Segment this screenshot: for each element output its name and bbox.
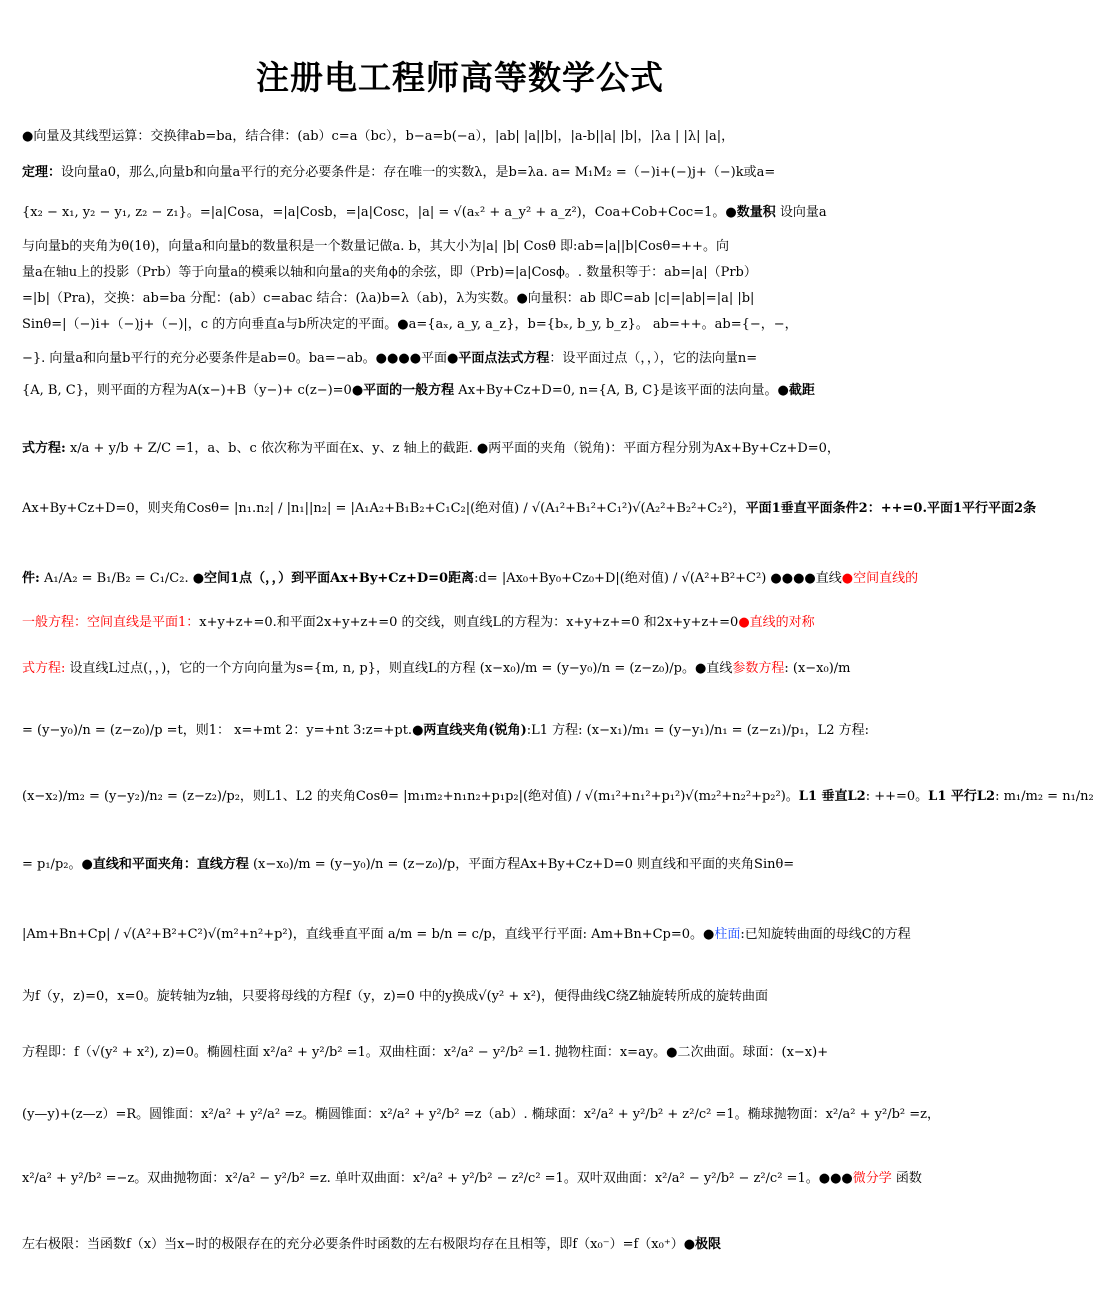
text-segment: 函数 [891, 1171, 922, 1186]
text-segment: x²/a² + y²/b² =−z。双曲抛物面：x²/a² − y²/b² =z. 单叶双曲面：x²/a² + y²/b² − z²/c² =1。双叶双曲面：x²/a² − y²/b² − z²/c² =1。●●● [22, 1171, 853, 1186]
text-segment: −}. 向量a和向量b平行的充分必要条件是ab=0。ba=−ab。●●●●平面 [22, 351, 448, 366]
text-line [22, 160, 902, 186]
text-line [22, 610, 902, 636]
text-line [22, 378, 902, 404]
text-segment: ●直线的对称 [738, 615, 815, 630]
text-segment: ●向量及其线型运算：交换律ab=ba，结合律：(ab）c=a（bc），b−a=b(−a），|ab| |a||b|，|a-b||a| |b|，|λa | |λ| |a|， [22, 129, 735, 144]
text-line [22, 260, 902, 286]
text-line [22, 286, 902, 312]
text-segment: 式方程: [22, 661, 66, 676]
text-segment: :L1 方程: (x−x₁)/m₁ = (y−y₁)/n₁ = (z−z₁)/p₁，L2 方程: [526, 723, 869, 738]
text-line [22, 656, 902, 682]
text-segment: : m₁/m₂ = n₁/n₂ [995, 789, 1094, 804]
text-segment: 件: [22, 571, 40, 586]
text-segment: |Am+Bn+Cp| / √(A²+B²+C²)√(m²+n²+p²)，直线垂直平面 a/m = b/n = c/p，直线平行平面: Am+Bn+Cp=0。● [22, 927, 715, 942]
text-line [22, 1166, 922, 1192]
text-segment: 设向量a [775, 205, 827, 220]
text-segment: Sinθ=|（−)i+（−)j+（−)|，c 的方向垂直a与b所决定的平面。●a={aₓ, a_y, a_z}，b={bₓ, b_y, b_z}。 ab=++。ab={−，−， [22, 317, 798, 332]
text-segment: ●平面点法式方程 [447, 351, 550, 366]
text-line [22, 1102, 940, 1128]
text-segment: ●空间直线的 [841, 571, 919, 586]
text-line [22, 984, 902, 1010]
text-segment: 设直线L过点(，，)，它的一个方向向量为s={m, n, p}，则直线L的方程 (x−x₀)/m = (y−y₀)/n = (z−z₀)/p。●直线 [65, 661, 733, 676]
text-segment: ●数量积 [725, 205, 776, 220]
text-segment: {A, B, C}，则平面的方程为A(x−)+B（y−)+ c(z−)=0 [22, 383, 352, 398]
text-segment: Ax+By+Cz+D=0, n={A, B, C}是该平面的法向量。 [454, 383, 778, 398]
text-line [22, 346, 902, 372]
text-segment: 量a在轴u上的投影（Prb）等于向量a的模乘以轴和向量a的夹角ϕ的余弦，即（Prb)=|a|Cosϕ。. 数量积等于：ab=|a|（Prb） [22, 265, 757, 280]
text-line [22, 784, 1094, 810]
text-segment: =|b|（Pra)，交换：ab=ba 分配：(ab）c=abac 结合：(λa)b=λ（ab)，λ为实数。●向量积：ab 即C=ab |c|=|ab|=|a| |b| [22, 291, 755, 306]
text-segment: 柱面 [714, 927, 741, 942]
text-segment: ●两直线夹角(锐角) [412, 723, 527, 738]
text-line [22, 200, 902, 226]
text-line [22, 312, 902, 338]
text-segment: 式方程: [22, 441, 66, 456]
text-segment: ●平面的一般方程 [351, 383, 455, 398]
text-segment: 定理： [22, 165, 62, 180]
text-segment: 为f（y，z)=0，x=0。旋转轴为z轴，只要将母线的方程f（y，z)=0 中的y换成√(y² + x²)，便得曲线C绕Z轴旋转所成的旋转曲面 [22, 989, 768, 1004]
text-segment: = p₁/p₂。 [22, 857, 82, 872]
text-line [22, 496, 1037, 522]
text-segment: :d= |Ax₀+By₀+Cz₀+D|(绝对值) / √(A²+B²+C²) ●●●●直线 [474, 571, 842, 586]
text-segment: L1 垂直L2 [798, 789, 866, 804]
text-segment: ●直线和平面夹角：直线方程 [81, 857, 249, 872]
text-segment: (x−x₂)/m₂ = (y−y₂)/n₂ = (z−z₂)/p₂，则L1、L2 的夹角Cosθ= |m₁m₂+n₁n₂+p₁p₂|(绝对值) / √(m₁²+n₁²+p₁²)√(m₂²+n₂²+p₂²)。 [22, 789, 799, 804]
text-segment: ●空间1点（，，）到平面Ax+By+Cz+D=0距离 [192, 571, 475, 586]
text-segment: : (x−x₀)/m [784, 661, 851, 676]
text-segment: = (y−y₀)/n = (z−z₀)/p =t，则1： x=+mt 2：y=+nt 3:z=+pt. [22, 723, 413, 738]
text-segment: Ax+By+Cz+D=0，则夹角Cosθ= |n₁.n₂| / |n₁||n₂| = |A₁A₂+B₁B₂+C₁C₂|(绝对值) / √(A₁²+B₁²+C₁²)√(A₂²+B₂²+C₂²)， [22, 501, 746, 516]
text-segment: A₁/A₂ = B₁/B₂ = C₁/C₂. [39, 571, 193, 586]
text-segment: 微分学 [852, 1171, 892, 1186]
text-segment: 设向量a0，那么,向量b和向量a平行的充分必要条件是：存在唯一的实数λ，是b=λa. a= M₁M₂ =（−)i+(−)j+（−)k或a= [61, 165, 776, 180]
text-segment: x/a + y/b + Z/C =1，a、b、c 依次称为平面在x、y、z 轴上的截距. ●两平面的夹角（锐角)：平面方程分别为Ax+By+Cz+D=0， [65, 441, 840, 456]
text-segment: : ++=0。 [865, 789, 929, 804]
text-segment: ●截距 [777, 383, 815, 398]
text-segment: 一般方程：空间直线是平面1： [22, 615, 200, 630]
text-line [22, 436, 902, 462]
page-title: 注册电工程师高等数学公式 [256, 58, 664, 97]
text-line [22, 1232, 902, 1258]
text-segment: x+y+z+=0.和平面2x+y+z+=0 的交线，则直线L的方程为：x+y+z+=0 和2x+y+z+=0 [199, 615, 739, 630]
text-segment: ：设平面过点（，，），它的法向量n= [549, 351, 758, 366]
text-segment: 与向量b的夹角为θ(1θ)，向量a和向量b的数量积是一个数量记做a. b，其大小为|a| |b| Cosθ 即:ab=|a||b|Cosθ=++。向 [22, 239, 729, 254]
text-line [22, 124, 902, 150]
text-segment: :已知旋转曲面的母线C的方程 [740, 927, 911, 942]
text-segment: 方程即：f（√(y² + x²), z)=0。椭圆柱面 x²/a² + y²/b² =1。双曲柱面：x²/a² − y²/b² =1. 抛物柱面：x=ay。●二次曲面。球面：(x−x)+ [22, 1045, 829, 1060]
text-segment: L1 平行L2 [928, 789, 996, 804]
text-segment: (x−x₀)/m = (y−y₀)/n = (z−z₀)/p，平面方程Ax+By+Cz+D=0 则直线和平面的夹角Sinθ= [248, 857, 795, 872]
text-segment: 平面1垂直平面条件2：++=0.平面1平行平面2条 [745, 501, 1037, 516]
text-segment: 参数方程 [732, 661, 785, 676]
text-segment: {x₂ − x₁, y₂ − y₁, z₂ − z₁}。=|a|Cosa，=|a|Cosb，=|a|Cosc，|a| = √(aₓ² + a_y² + a_z²)，Coa+Cob+Coc=1。 [22, 205, 726, 220]
text-line [22, 234, 902, 260]
text-line [22, 852, 902, 878]
text-segment: (y—y)+(z—z）=R。圆锥面：x²/a² + y²/a² =z。椭圆锥面：x²/a² + y²/b² =z（ab）. 椭球面：x²/a² + y²/b² + z²/c² =1。椭球抛物面：x²/a² + y²/b² =z， [22, 1107, 940, 1122]
text-segment: 左右极限：当函数f（x）当x−时的极限存在的充分必要条件时函数的左右极限均存在且相等，即f（x₀⁻）=f（x₀⁺） [22, 1237, 684, 1252]
text-line [22, 718, 902, 744]
text-line [22, 922, 911, 948]
text-line [22, 566, 919, 592]
text-segment: ●极限 [683, 1237, 722, 1252]
text-line [22, 1040, 902, 1066]
